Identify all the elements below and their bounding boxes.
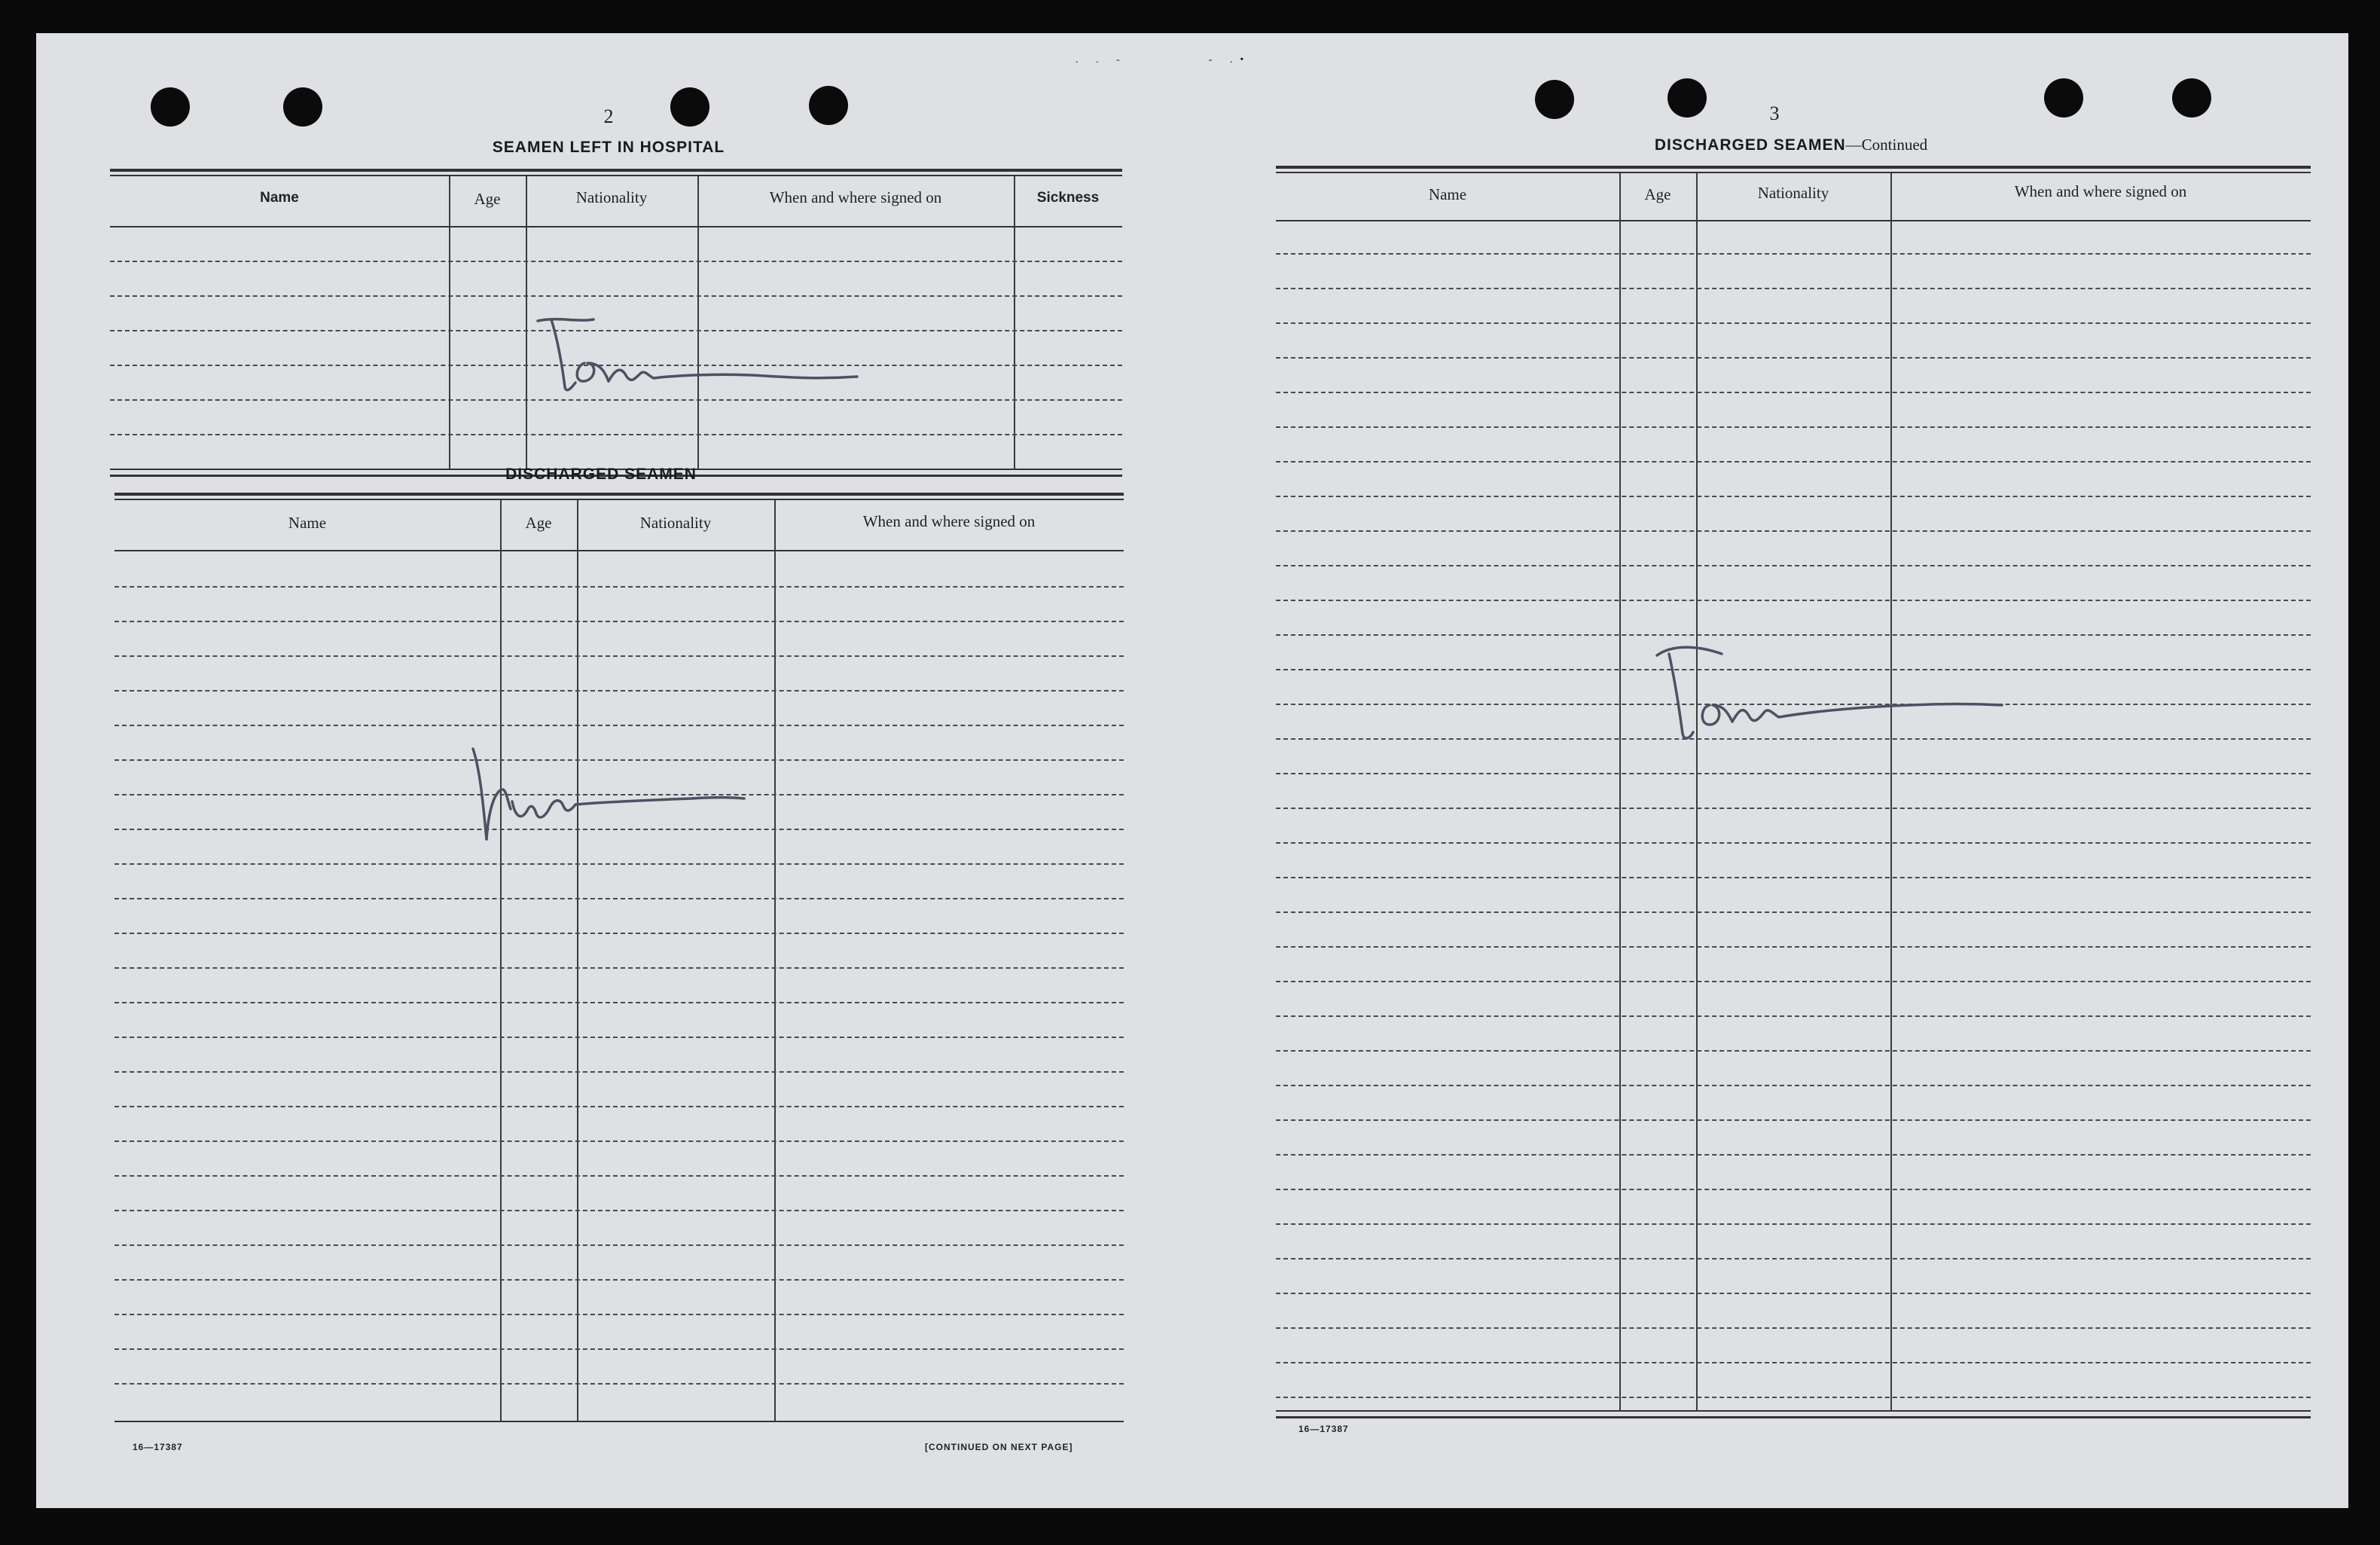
table-row (1276, 1327, 2311, 1329)
column-header: Age (525, 514, 552, 532)
column-header: Name (260, 190, 299, 206)
table-row (114, 1106, 1124, 1107)
column-header: Nationality (639, 514, 712, 532)
page-number-right: 3 (1769, 102, 1780, 124)
table-row (1276, 357, 2311, 359)
table-row (1276, 1050, 2311, 1052)
table-row (1276, 808, 2311, 809)
table-row (114, 898, 1124, 899)
table-row (1276, 565, 2311, 566)
handwritten-none-discharged (458, 726, 774, 854)
table-row (1276, 530, 2311, 532)
column-header: When and where signed on (2014, 182, 2187, 200)
table-row (114, 690, 1124, 692)
table-row (1276, 496, 2311, 497)
table-row (114, 1140, 1124, 1142)
table-row (1276, 1085, 2311, 1086)
table-row (114, 586, 1124, 588)
table-row (1276, 1362, 2311, 1363)
table-row (1276, 1397, 2311, 1398)
table-row (1276, 461, 2311, 463)
column-header: Name (1428, 185, 1467, 203)
binder-hole (283, 87, 322, 127)
table-row (114, 621, 1124, 622)
discharged-continued-title (1271, 136, 2311, 154)
form-number-left: 16—17387 (133, 1442, 183, 1452)
table-row (114, 933, 1124, 934)
binder-hole (2044, 78, 2083, 118)
table-row (1276, 842, 2311, 844)
table-row (114, 967, 1124, 969)
column-header: Age (1644, 185, 1671, 203)
table-row (1276, 1015, 2311, 1017)
table-row (1276, 1258, 2311, 1260)
table-row (1276, 600, 2311, 601)
table-row (1276, 1119, 2311, 1121)
column-header: Name (288, 514, 327, 532)
scan-marks: . . - - .• (1076, 54, 1252, 66)
discharged-continued-title-main: DISCHARGED SEAMEN (1654, 136, 1846, 154)
table-row (114, 1071, 1124, 1073)
continued-note: [CONTINUED ON NEXT PAGE] (925, 1442, 1073, 1452)
table-row (114, 1175, 1124, 1177)
discharged-table-left (114, 493, 1124, 1472)
table-row (110, 434, 1122, 435)
table-row (114, 863, 1124, 865)
table-row (1276, 1293, 2311, 1294)
discharged-section-title: DISCHARGED SEAMEN (505, 466, 697, 483)
table-row (114, 1314, 1124, 1315)
binder-hole (670, 87, 709, 127)
handwritten-none-hospital (496, 304, 872, 410)
table-row (114, 1383, 1124, 1385)
table-row (1276, 322, 2311, 324)
binder-hole (1668, 78, 1707, 118)
table-row (114, 1244, 1124, 1246)
table-row (1276, 946, 2311, 948)
table-row (1276, 288, 2311, 289)
binder-hole (809, 86, 848, 125)
discharged-table-right (1276, 166, 2311, 1446)
table-row (114, 1037, 1124, 1038)
page-number-left: 2 (603, 105, 614, 127)
discharged-continued-suffix: —Continued (1845, 136, 1928, 154)
hospital-section-title: SEAMEN LEFT IN HOSPITAL (492, 139, 725, 156)
table-row (1276, 877, 2311, 878)
column-header: Nationality (1757, 184, 1829, 202)
column-header: When and where signed on (862, 512, 1036, 530)
handwritten-none-right (1625, 621, 2017, 756)
table-row (1276, 773, 2311, 774)
table-row (114, 655, 1124, 657)
form-number-right: 16—17387 (1298, 1424, 1349, 1434)
table-row (1276, 1223, 2311, 1225)
binder-hole (2172, 78, 2211, 118)
binder-hole (1535, 80, 1574, 119)
table-row (114, 1210, 1124, 1211)
table-row (1276, 426, 2311, 428)
column-header: Age (474, 190, 501, 208)
table-row (1276, 981, 2311, 982)
table-row (114, 1348, 1124, 1350)
table-row (1276, 1189, 2311, 1190)
table-row (114, 1002, 1124, 1003)
table-row (110, 261, 1122, 262)
table-row (1276, 253, 2311, 255)
table-row (1276, 392, 2311, 393)
column-header: When and where signed on (769, 188, 942, 206)
ledger-sheet (36, 33, 2348, 1508)
table-row (1276, 911, 2311, 913)
binder-hole (151, 87, 190, 127)
table-row (114, 1279, 1124, 1281)
table-row (110, 295, 1122, 297)
column-header: Nationality (575, 188, 648, 206)
table-row (1276, 1154, 2311, 1156)
column-header: Sickness (1036, 190, 1100, 206)
